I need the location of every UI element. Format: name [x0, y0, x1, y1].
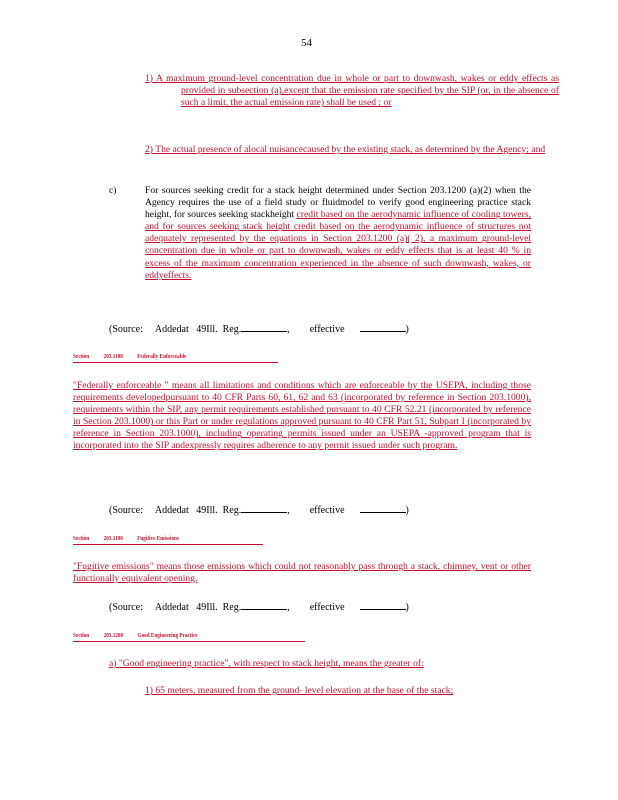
item-c-amendment: credit based on the aerodynamic influence of cooling towers, and for sources seeking stack height credit based on the aerodynamic influence of structures not adequately represented by the equations in Section 203.1200 (a)( 2), a maximum ground-level concentration due in whole or part to downwash, wakes or eddy effects that is at least 40 % in excess of the maximum concentration experienced in the absence of such downwash, wakes, or eddyeffects. [145, 209, 531, 281]
section-heading-1180: Section 203.1180 Federally Enforceable [73, 353, 187, 360]
definition-federally-enforceable: "Federally enforceable " means all limitations and conditions which are enforceable by the USEPA, including those requirements developedpursuant to 40 CFR Parts 60, 61, 62 and 63 (incorporated by reference in Section 203.1000), requirements within the SIP, any permit requirements established pursuant to 40 CFR 52.21 (incorporated by reference in Section 203.1000) or this Part or under regulations approved pursuant to 40 CFR Part 51, Subpart I (incorporated by reference in Section 203.1000), including operating permits issued under an USEPA -approved program that is incorporated into the SIP andexpressly requires adherence to any permit issued under such program. [73, 380, 531, 452]
section-heading-1190: Section 203.1190 Fugitive Emissions [73, 535, 179, 542]
list-item-1: 1) A maximum ground-level concentration due in whole or part to downwash, wakes or eddy effects as provided in subsection (a),except that the emission rate specified by the SIP (or, in the absence of such a limit, the actual emission rate) shall be used ; or [145, 73, 559, 109]
list-item-a: a) "Good engineering practice", with respect to stack height, means the greater of: [109, 658, 424, 669]
source-note: (Source: Addedat 49Ill. Reg. , effective ) [109, 324, 409, 335]
item-c-paragraph [145, 185, 531, 282]
list-item-a1: 1) 65 meters, measured from the ground- level elevation at the base of the stack; [145, 685, 454, 696]
section-heading-underline [73, 362, 278, 363]
section-heading-1200: Section 203.1200 Good Engineering Practice [73, 632, 198, 639]
section-heading-underline [73, 544, 263, 545]
item-c-label: c) [109, 185, 117, 196]
page-number: 54 [301, 37, 312, 49]
section-heading-underline [73, 641, 305, 642]
source-note: (Source: Addedat 49Ill. Reg. , effective ) [109, 505, 409, 516]
definition-fugitive-emissions: "Fugitive emissions" means those emissions which could not reasonably pass through a stack, chimney, vent or other functionally equivalent opening. [73, 561, 531, 585]
item-c-text: For sources seeking credit for a stack height determined under Section 203.1200 (a)(2) when the Agency requires the use of a field study or fluidmodel to verify good engineering practice stack height, for sources seeking stackheight [145, 185, 531, 221]
source-note: (Source: Addedat 49Ill. Reg. , effective ) [109, 602, 409, 613]
list-item-2: 2) The actual presence of alocal nuisancecaused by the existing stack, as determined by the Agency; and [145, 144, 546, 155]
